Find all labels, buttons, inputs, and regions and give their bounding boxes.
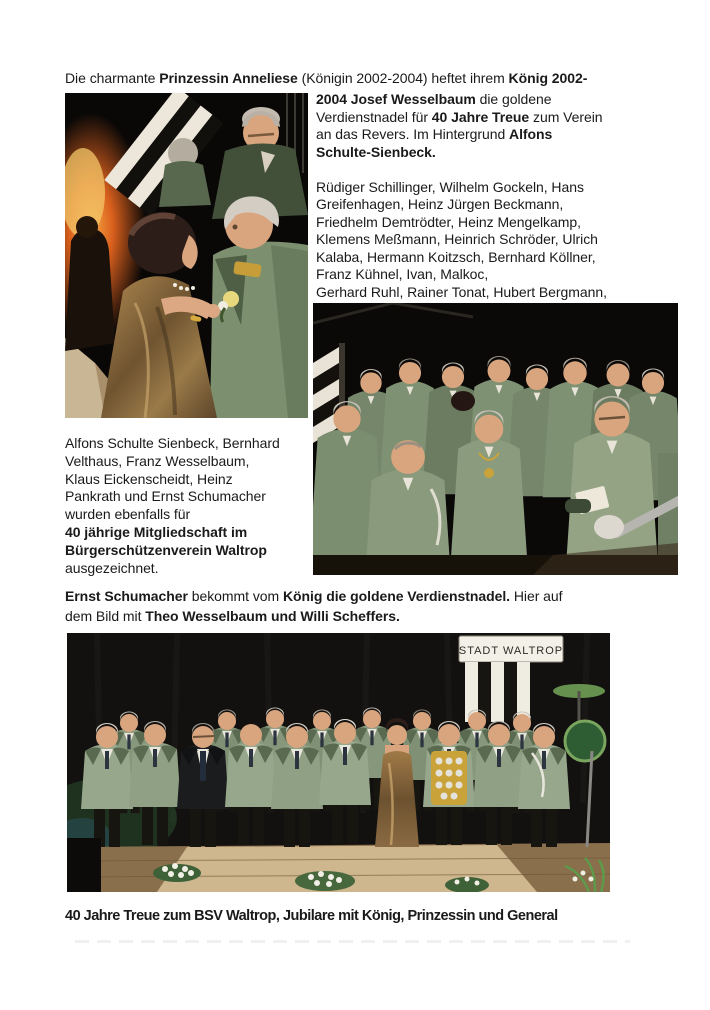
ernst-paragraph: Ernst Schumacher bekommt vom König die goldene Verdienstnadel. Hier auf dem Bild mit Theo Wesselbaum und Willi Scheffers. [65, 588, 563, 624]
photo-ceremony-crowd [313, 303, 678, 575]
intro-paragraph: Die charmante Prinzessin Anneliese (Königin 2002-2004) heftet ihrem König 2002- [65, 70, 588, 86]
left-paragraph: Alfons Schulte Sienbeck, Bernhard Velthaus, Franz Wesselbaum, Klaus Eickenscheidt, Heinz Pankrath und Ernst Schumacher wurden ebenfalls für 40 jährige Mitgliedschaft im Bürgerschützenverein Waltrop ausgezeichnet. [65, 435, 280, 576]
photo-ceremony-crowd-art [313, 303, 678, 575]
photo-caption: 40 Jahre Treue zum BSV Waltrop, Jubilare mit König, Prinzessin und General [65, 908, 558, 924]
wrap-paragraph-right: 2004 Josef Wesselbaum die goldene Verdienstnadel für 40 Jahre Treue zum Verein an das Revers. Im Hintergrund Alfons Schulte-Sienbeck. Rüdiger Schillinger, Wilhelm Gockeln, Hans Greifenhagen, Heinz Jürgen Beckmann, Friedhelm Demtrödter, Heinz Mengelkamp, Klemens Meßmann, Heinrich Schröder, Ulrich Kalaba, Hermann Koitzsch, Bernhard Köllner, Franz Kühnel, Ivan, Malkoc, Gerhard Ruhl, Rainer Tonat, Hubert Bergmann, [316, 91, 607, 300]
photo-jubilare-group-art [67, 633, 610, 892]
stadt-waltrop-sign-text: STADT WALTROP [458, 645, 564, 657]
photo-medal-pinning-art [65, 93, 308, 418]
photo-medal-pinning [65, 93, 308, 418]
photo-jubilare-group [67, 633, 610, 892]
scan-artifact-line [75, 940, 630, 943]
